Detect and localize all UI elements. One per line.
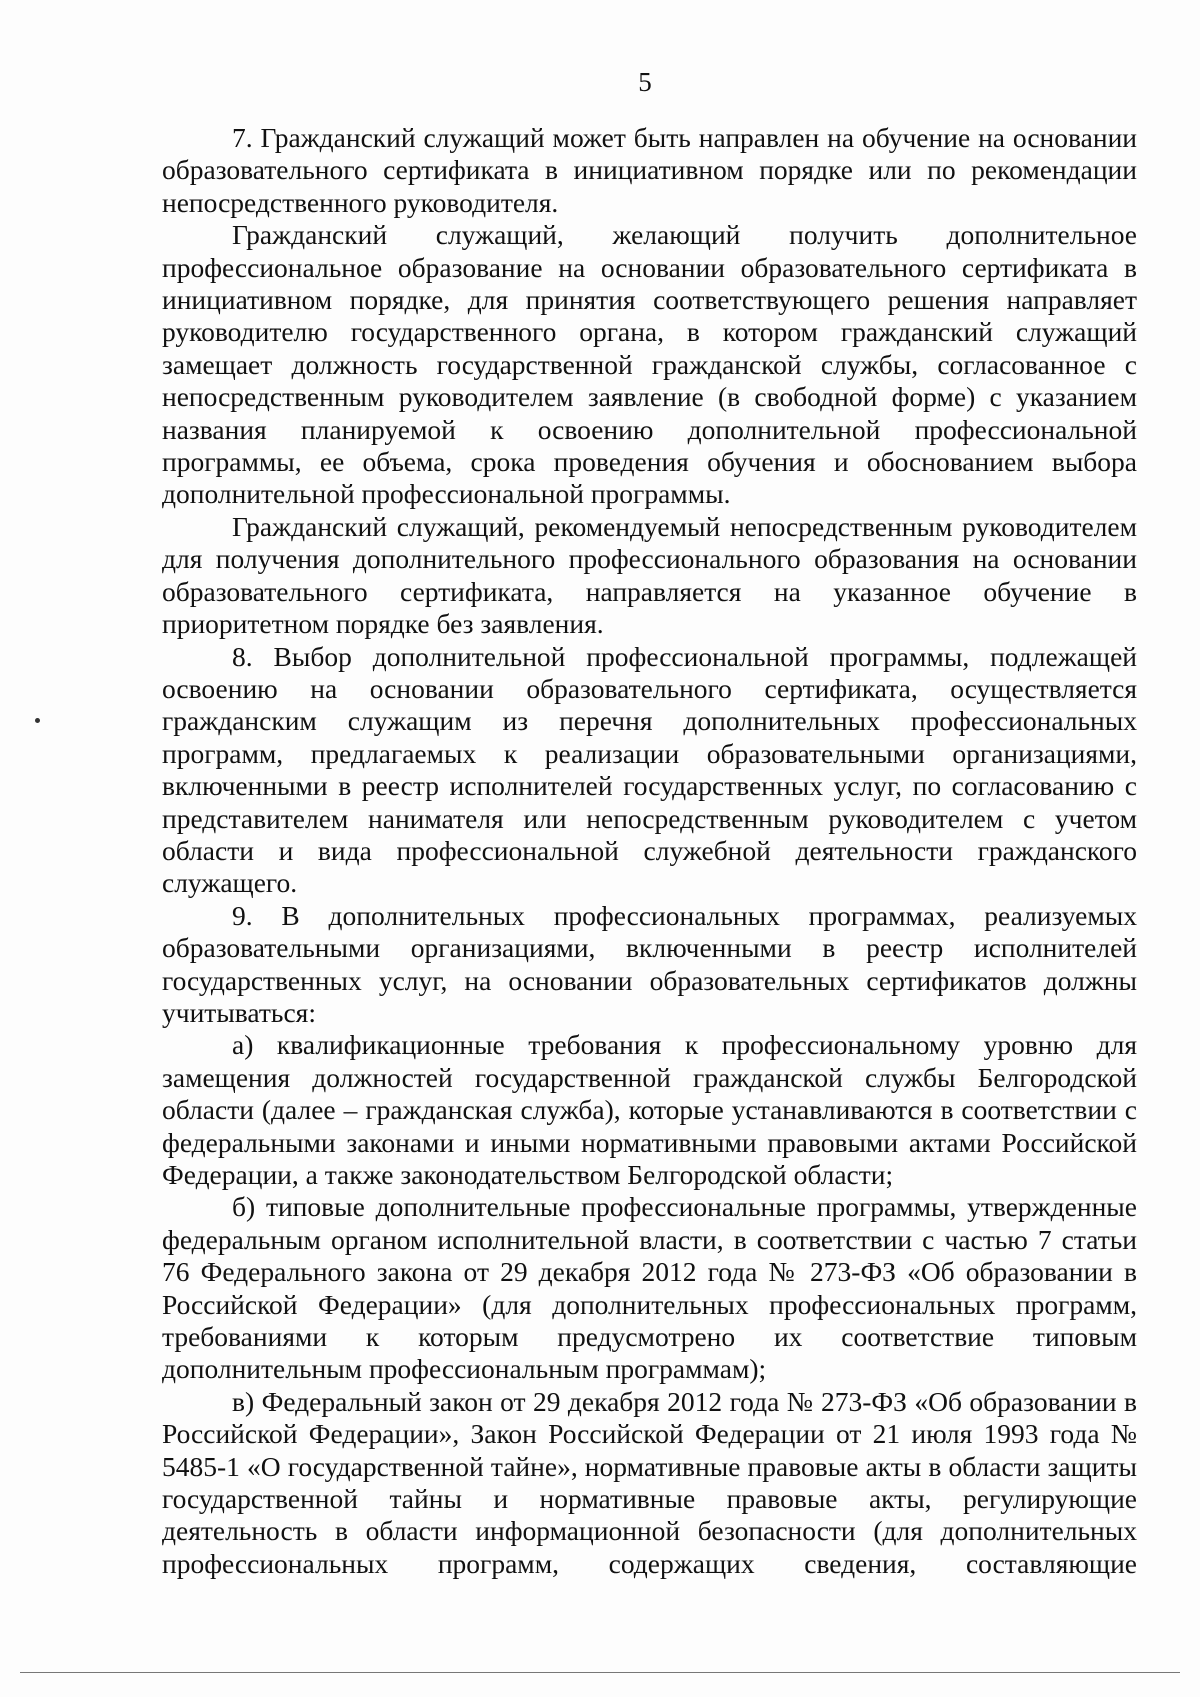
paragraph-initiative: Гражданский служащий, желающий получить дополнительное профессиональное образование на основании образовательного сертификата в инициативном порядке, для принятия соответствующего решения направляет руководителю государственного органа, в котором гражданский служащий замещает должность государственной гражданской службы, согласованное с непосредственным руководителем заявление (в свободной форме) с указанием названия планируемой к освоению дополнительной профессиональной программы, ее объема, срока проведения обучения и обоснованием выбора дополнительной профессиональной программы. bbox=[162, 219, 1137, 510]
scan-mark bbox=[35, 718, 40, 723]
paragraph-9b: б) типовые дополнительные профессиональные программы, утвержденные федеральным органом исполнительной власти, в соответствии с частью 7 статьи 76 Федерального закона от 29 декабря 2012 года № 273-ФЗ «Об образовании в Российской Федерации» (для дополнительных профессиональных программ, требованиями к которым предусмотрено их соответствие типовым дополнительным профессиональным программам); bbox=[162, 1191, 1137, 1385]
paragraph-9a: а) квалификационные требования к профессиональному уровню для замещения должностей государственной гражданской службы Белгородской области (далее – гражданская служба), которые устанавливаются в соответствии с федеральными законами и иными нормативными правовыми актами Российской Федерации, а также законодательством Белгородской области; bbox=[162, 1029, 1137, 1190]
scan-bottom-edge bbox=[20, 1672, 1180, 1673]
page-number: 5 bbox=[638, 67, 652, 97]
document-body bbox=[162, 122, 1137, 1580]
paragraph-7: 7. Гражданский служащий может быть направлен на обучение на основании образовательного сертификата в инициативном порядке или по рекомендации непосредственного руководителя. bbox=[162, 122, 1137, 218]
paragraph-8: 8. Выбор дополнительной профессиональной программы, подлежащей освоению на основании образовательного сертификата, осуществляется гражданским служащим из перечня дополнительных профессиональных программ, предлагаемых к реализации образовательными организациями, включенными в реестр исполнителей государственных услуг, по согласованию с представителем нанимателя или непосредственным руководителем с учетом области и вида профессиональной служебной деятельности гражданского служащего. bbox=[162, 640, 1137, 899]
paragraph-9v: в) Федеральный закон от 29 декабря 2012 года № 273-ФЗ «Об образовании в Российской Федерации», Закон Российской Федерации от 21 июля 1993 года № 5485-1 «О государственной тайне», нормативные правовые акты в области защиты государственной тайны и нормативные правовые акты, регулирующие деятельность в области информационной безопасности (для дополнительных профессиональных программ, содержащих сведения, составляющие bbox=[162, 1385, 1137, 1579]
paragraph-recommended: Гражданский служащий, рекомендуемый непосредственным руководителем для получения дополнительного профессионального образования на основании образовательного сертификата, направляется на указанное обучение в приоритетном порядке без заявления. bbox=[162, 510, 1137, 640]
paragraph-9: 9. В дополнительных профессиональных программах, реализуемых образовательными организациями, включенными в реестр исполнителей государственных услуг, на основании образовательных сертификатов должны учитываться: bbox=[162, 899, 1137, 1028]
